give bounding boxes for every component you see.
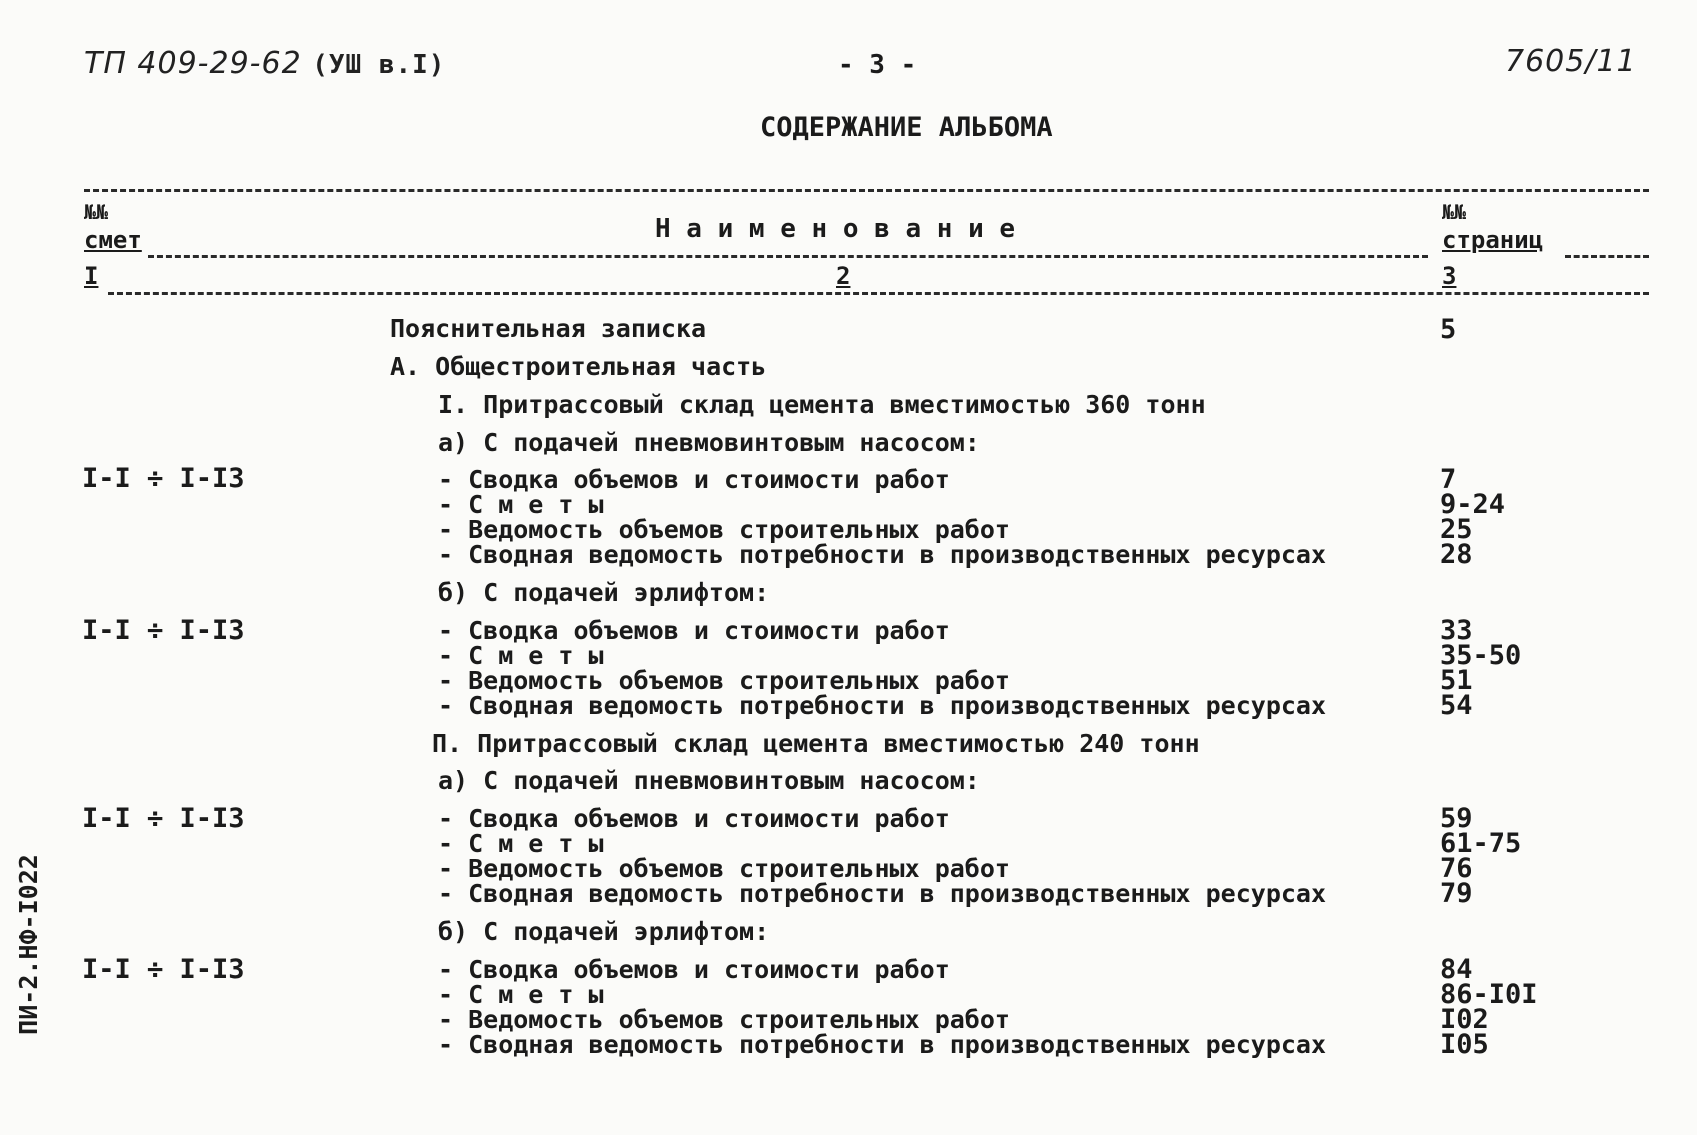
col1-header-top: №№ [84, 200, 109, 224]
page-ref: 59 [1440, 803, 1473, 834]
list-item: - Сводная ведомость потребности в производственных ресурсах [438, 879, 1327, 908]
subsection-2a-heading: а) С подачей пневмовинтовым насосом: [438, 766, 980, 795]
list-item: - Ведомость объемов строительных работ [438, 854, 1010, 883]
section-1-heading: I. Притрассовый склад цемента вместимостью 360 тонн [438, 390, 1206, 419]
col2-header: Н а и м е н о в а н и е [655, 214, 1016, 244]
list-item: - С м е т ы [438, 980, 604, 1009]
estimate-range: I-I ÷ I-I3 [82, 463, 245, 494]
header-rule-right [1565, 255, 1649, 258]
page-ref: 84 [1440, 954, 1473, 985]
estimate-range: I-I ÷ I-I3 [82, 615, 245, 646]
col3-header: страниц [1442, 226, 1544, 254]
page-ref: 9-24 [1440, 489, 1506, 520]
col3-header-top: №№ [1442, 200, 1467, 224]
page-ref: I05 [1440, 1029, 1489, 1060]
list-item: - Ведомость объемов строительных работ [438, 515, 1010, 544]
intro-page: 5 [1440, 314, 1457, 345]
list-item: - С м е т ы [438, 490, 604, 519]
part-heading: А. Общестроительная часть [390, 352, 767, 381]
list-item: - С м е т ы [438, 829, 604, 858]
document-code: ТП 409-29-62 (УШ в.I) [84, 46, 446, 81]
list-item: - Сводка объемов и стоимости работ [438, 804, 950, 833]
list-item: - Сводка объемов и стоимости работ [438, 616, 950, 645]
page-ref: 33 [1440, 615, 1473, 646]
header-rule-mid [148, 255, 1428, 258]
page-ref: 86-I0I [1440, 979, 1538, 1010]
page-number: - 3 - [838, 50, 917, 80]
section-2-heading: П. Притрассовый склад цемента вместимостью 240 тонн [432, 729, 1200, 758]
list-item: - Сводка объемов и стоимости работ [438, 955, 950, 984]
top-rule [84, 189, 1649, 192]
list-item: - Ведомость объемов строительных работ [438, 666, 1010, 695]
margin-stamp: ПИ-2.НФ-I022 [13, 854, 43, 1035]
page-ref: 35-50 [1440, 640, 1522, 671]
subsection-2b-heading: б) С подачей эрлифтом: [438, 917, 770, 946]
page-title: СОДЕРЖАНИЕ АЛЬБОМА [760, 112, 1053, 143]
page-ref: 25 [1440, 514, 1473, 545]
list-item: - Сводная ведомость потребности в производственных ресурсах [438, 540, 1327, 569]
estimate-range: I-I ÷ I-I3 [82, 954, 245, 985]
estimate-range: I-I ÷ I-I3 [82, 803, 245, 834]
archive-number: 7605/11 [1505, 44, 1637, 79]
page-ref: 61-75 [1440, 828, 1522, 859]
subsection-1a-heading: а) С подачей пневмовинтовым насосом: [438, 428, 980, 457]
list-item: - С м е т ы [438, 641, 604, 670]
list-item: - Сводка объемов и стоимости работ [438, 465, 950, 494]
page-ref: 28 [1440, 539, 1473, 570]
subsection-1b-heading: б) С подачей эрлифтом: [438, 578, 770, 607]
col2-number: 2 [836, 262, 851, 290]
list-item: - Сводная ведомость потребности в производственных ресурсах [438, 1030, 1327, 1059]
col1-header: смет [84, 226, 142, 254]
page-ref: 76 [1440, 853, 1473, 884]
header-bottom-rule [108, 292, 1649, 295]
page-ref: 54 [1440, 690, 1473, 721]
list-item: - Сводная ведомость потребности в производственных ресурсах [438, 691, 1327, 720]
page-ref: 7 [1440, 464, 1457, 495]
page-ref: I02 [1440, 1004, 1489, 1035]
col3-number: 3 [1442, 262, 1457, 290]
page-ref: 51 [1440, 665, 1473, 696]
intro-entry: Пояснительная записка [390, 314, 707, 343]
col1-number: I [84, 262, 99, 290]
page-ref: 79 [1440, 878, 1473, 909]
list-item: - Ведомость объемов строительных работ [438, 1005, 1010, 1034]
